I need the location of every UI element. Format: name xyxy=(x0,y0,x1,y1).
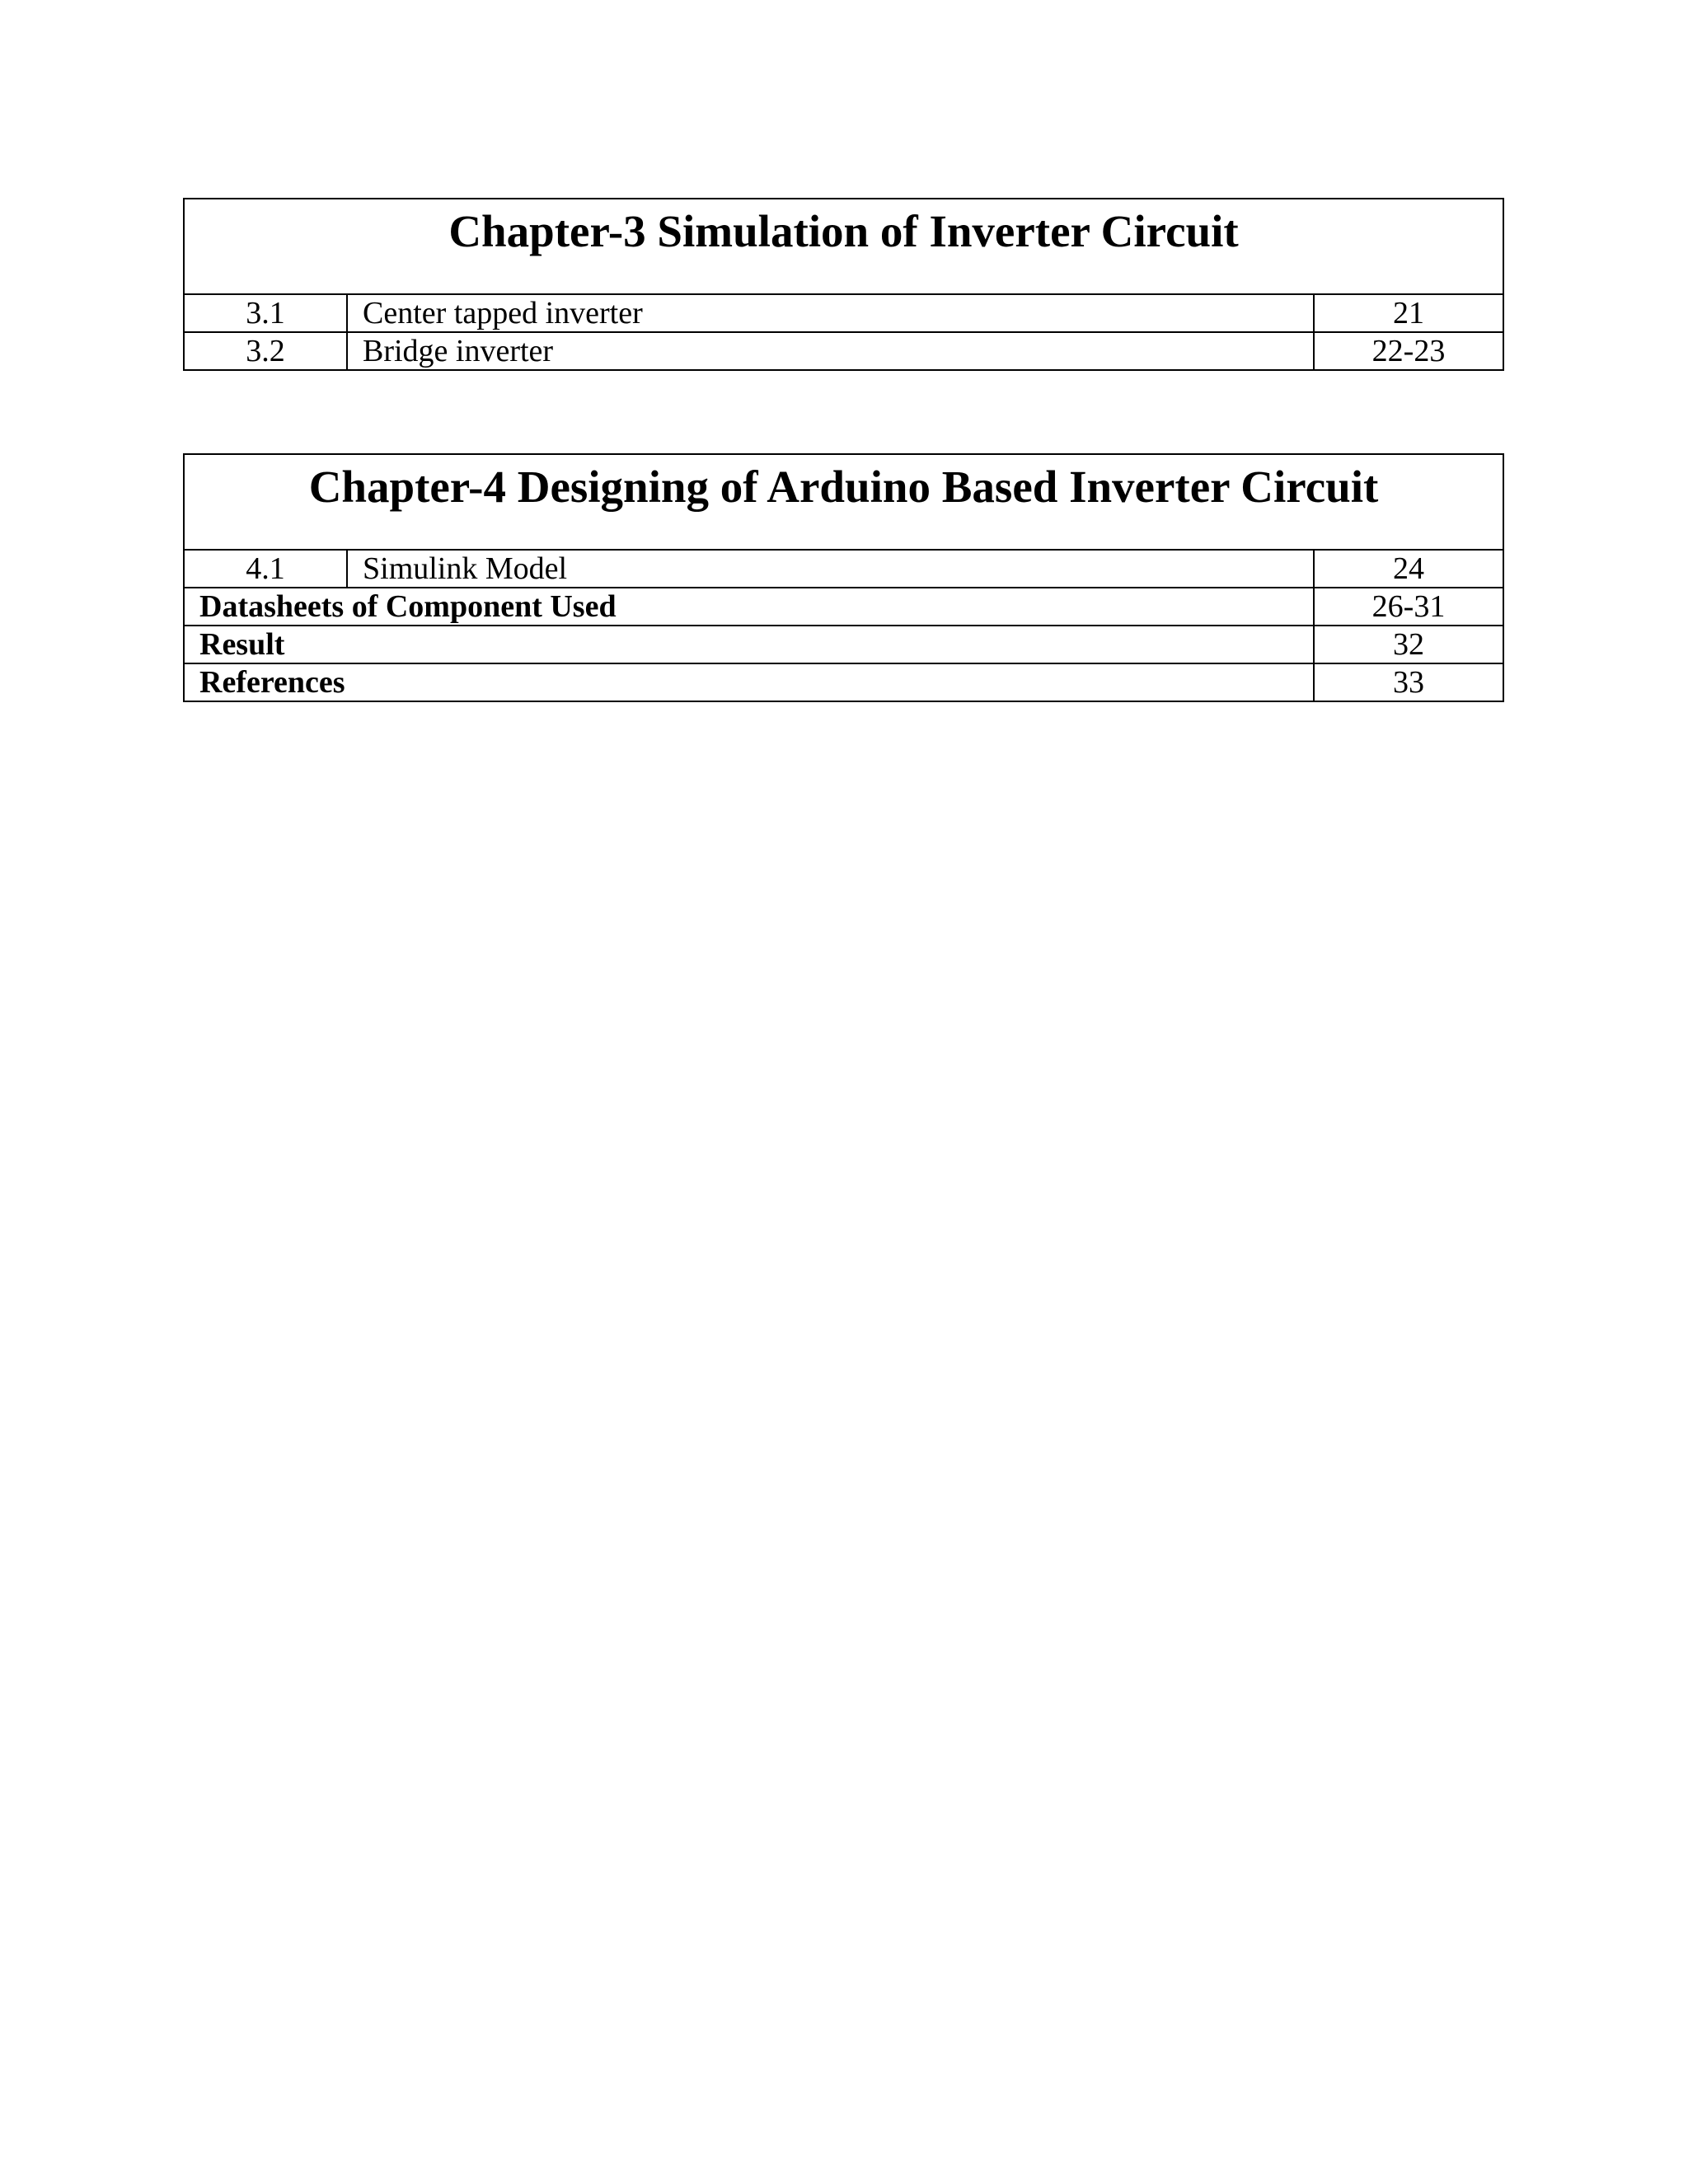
page-number: 26-31 xyxy=(1314,588,1503,626)
page-number: 33 xyxy=(1314,663,1503,701)
toc-row xyxy=(184,626,1503,663)
toc-table-chapter-3 xyxy=(183,198,1504,371)
section-number: 4.1 xyxy=(184,550,347,588)
section-number: 3.1 xyxy=(184,294,347,332)
section-number: 3.2 xyxy=(184,332,347,370)
section-title: Simulink Model xyxy=(347,550,1314,588)
chapter-heading-row xyxy=(184,199,1503,294)
page-number: 22-23 xyxy=(1314,332,1503,370)
page-number: 32 xyxy=(1314,626,1503,663)
toc-row xyxy=(184,663,1503,701)
toc-row xyxy=(184,588,1503,626)
page-number: 21 xyxy=(1314,294,1503,332)
toc-table-chapter-4 xyxy=(183,453,1504,702)
chapter-heading-row xyxy=(184,454,1503,550)
page-number: 24 xyxy=(1314,550,1503,588)
chapter-heading: Chapter-3 Simulation of Inverter Circuit xyxy=(184,199,1503,294)
toc-row xyxy=(184,332,1503,370)
toc-row xyxy=(184,550,1503,588)
chapter-heading: Chapter-4 Designing of Arduino Based Inverter Circuit xyxy=(184,454,1503,550)
section-title-references: References xyxy=(184,663,1314,701)
toc-row xyxy=(184,294,1503,332)
section-title-result: Result xyxy=(184,626,1314,663)
section-title: Bridge inverter xyxy=(347,332,1314,370)
section-title: Center tapped inverter xyxy=(347,294,1314,332)
section-title-datasheets: Datasheets of Component Used xyxy=(184,588,1314,626)
